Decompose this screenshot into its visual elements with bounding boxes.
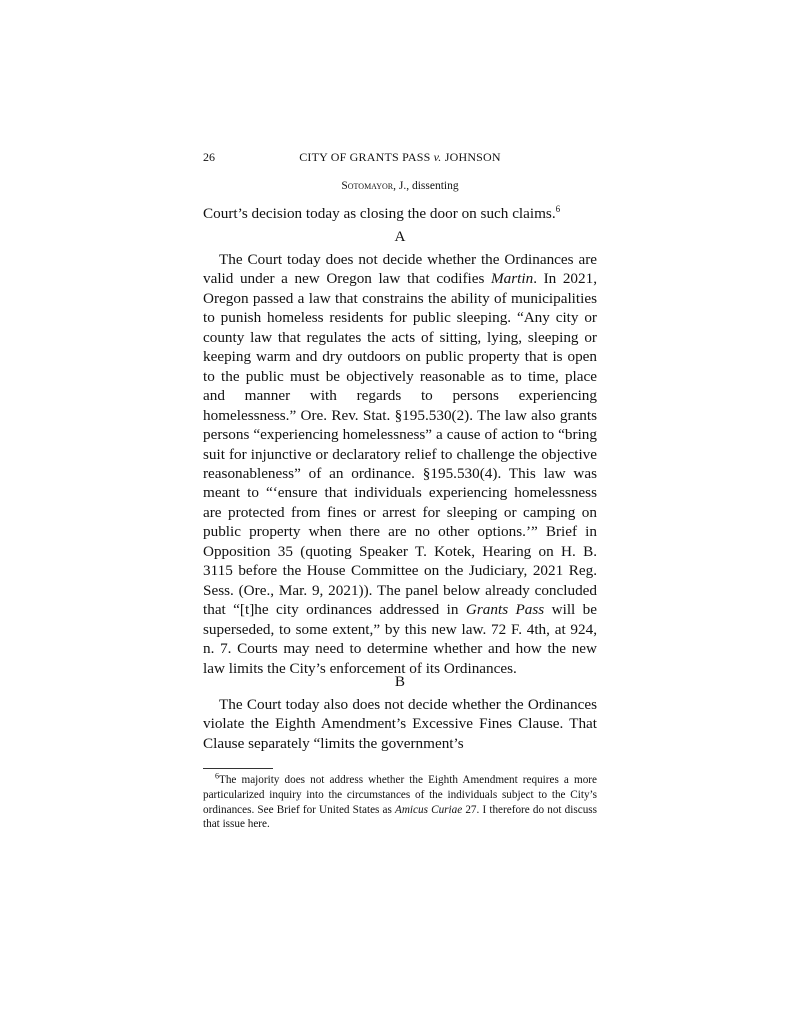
footnote-amicus-curiae: Amicus Curiae bbox=[395, 803, 463, 816]
section-a-body bbox=[203, 250, 597, 678]
author-suffix: , J., dissenting bbox=[393, 180, 459, 192]
author-name: Sotomayor bbox=[341, 180, 394, 192]
section-a-heading: A bbox=[394, 228, 406, 245]
running-head-title-end: JOHNSON bbox=[441, 150, 501, 164]
section-b-heading: B bbox=[394, 673, 406, 690]
footnote bbox=[203, 773, 597, 832]
footnote-reference: 6 bbox=[555, 203, 561, 214]
footnote-text-1: The majority does not address whether the Eighth Amendment requires a more particularized inquiry into the circumstances of the individuals subject to the City’s ordinances. See Brief for United States as bbox=[203, 774, 597, 816]
running-head-versus: v. bbox=[433, 150, 442, 164]
case-name-grants-pass: Grants Pass bbox=[465, 601, 545, 619]
section-a-text-3: will be superseded, to some extent,” by this new law. 72 F. 4th, at 924, n. 7. Courts may need to determine whether and how the new law limits the City’s enforcement of its Ordinances. bbox=[203, 601, 597, 677]
opening-text bbox=[203, 204, 597, 223]
section-a-paragraph bbox=[203, 250, 597, 678]
author-line bbox=[203, 180, 597, 192]
section-b-body bbox=[203, 695, 597, 753]
section-a-text-2: . In 2021, Oregon passed a law that constrains the ability of municipalities to punish homeless residents for public sleeping. “Any city or county law that regulates the acts of sitting, lying, sleeping or keeping warm and dry outdoors on public property that is open to the public must be objectively reasonable as to time, place and manner with regards to persons experiencing homelessness.” Ore. Rev. Stat. §195.530(2). The law also grants persons “experiencing homelessness” a cause of action to “bring suit for injunctive or declaratory relief to challenge the objective reasonableness” of an ordinance. §195.530(4). This law was meant to “‘ensure that individuals experiencing homelessness are protected from fines or arrest for sleeping or camping on public property when there are no other options.’” Brief in Opposition 35 (quoting Speaker T. Kotek, Hearing on H. B. 3115 before the House Committee on the Judiciary, 2021 Reg. Sess. (Ore., Mar. 9, 2021)). The panel below already concluded that “[t]he city ordinances addressed in bbox=[203, 270, 597, 619]
section-a-text-1: The Court today does not decide whether the Ordinances are valid under a new Oregon law that codifies bbox=[203, 251, 597, 288]
case-name-martin: Martin bbox=[491, 270, 534, 288]
footnote-text-2: 27. I therefore do not discuss that issue here. bbox=[203, 803, 597, 831]
section-b-paragraph: The Court today also does not decide whether the Ordinances violate the Eighth Amendment’s Excessive Fines Clause. That Clause separately “limits the government’s bbox=[203, 696, 597, 752]
footnote-divider bbox=[203, 768, 273, 769]
opening-paragraph bbox=[203, 204, 597, 223]
footnote-number: 6 bbox=[215, 771, 219, 781]
running-head bbox=[203, 150, 597, 165]
running-head-title: CITY OF GRANTS PASS bbox=[299, 150, 434, 164]
opening-sentence: Court’s decision today as closing the door on such claims. bbox=[203, 205, 556, 222]
page-number: 26 bbox=[203, 150, 215, 164]
